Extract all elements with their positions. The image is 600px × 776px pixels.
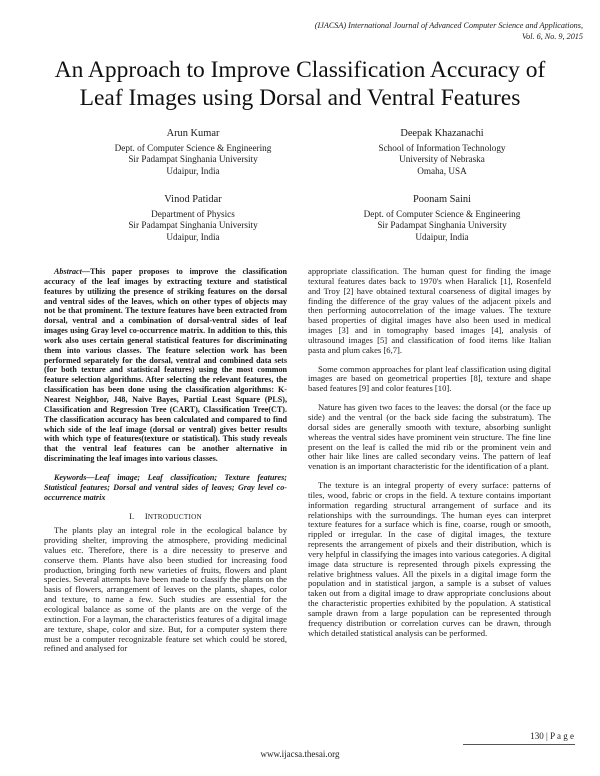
journal-header <box>183 20 583 42</box>
body-paragraph: The texture is an integral property of every surface: patterns of tiles, wood, fabric or crops in the field. A texture contains important information regarding structural arrangement of surface and its relationships with the surroundings. The human eyes can interpret texture features for a surface which is fine, coarse, rough or smooth, rippled or irregular. In the case of digital images, the texture represents the arrangement of pixels and their distribution, which is very helpful in classifying the images into various categories. A digital image data structure is represented through pixels expressing the relative brightness values. All the pixels in a digital image form the population and in statistical jargon, a sample is a subset of values taken out from a digital image to draw appropriate conclusions about the characteristic properties exhibited by the population. A statistical sample drawn from a large population can be represented through frequency distribution or correlation curves can be drawn, through which detailed statistical analysis can be performed. <box>308 480 551 638</box>
body-paragraph: The plants play an integral role in the ecological balance by providing shelter, improving the atmosphere, providing medicinal values etc. Therefore, there is a dire necessity to preserve and conserve them. Plants have also been studied for increasing food production, bringing forth new varieties of fruits, flowers and plant species. Several attempts have been made to classify the plants on the basis of flowers, arrangement of leaves on the plants, shapes, color and texture, to name a few. Such studies are essential for the ecological balance as some of the plants are on the verge of the extinction. For a layman, the characteristics features of a digital image are texture, shape, color and size. But, for a computer system there must be a computer recognizable feature set which could be stored, refined and analysed for <box>44 525 287 654</box>
author-block-2 <box>327 127 557 177</box>
author-affiliation: University of Nebraska <box>399 154 485 165</box>
section-title-rest: NTRODUCTION <box>147 513 202 522</box>
title-line-2: Leaf Images using Dorsal and Ventral Features <box>79 85 521 111</box>
title-line-1: An Approach to Improve Classification Accuracy of <box>54 57 546 83</box>
author-affiliation: Sir Padampat Singhania University <box>128 154 258 165</box>
body-paragraph: Some common approaches for plant leaf classification using digital images are based on geometrical properties [8], texture and shape based features [9] and color features [10]. <box>308 363 551 394</box>
author-block-1 <box>78 127 308 177</box>
author-name: Deepak Khazanachi <box>400 128 484 139</box>
author-block-4 <box>327 193 557 243</box>
footer-url: www.ijacsa.thesai.org <box>260 749 340 759</box>
author-affiliation: Dept. of Computer Science & Engineering <box>114 143 272 153</box>
author-affiliation: Department of Physics <box>151 209 235 219</box>
page-number-rule <box>463 744 575 745</box>
section-title-initial: I <box>144 511 148 522</box>
body-paragraph: appropriate classification. The human quest for finding the image textural features dates back to 1970's when Haralick [1], Rosenfeld and Troy [2] have obtained textural coarseness of digital images by finding the difference of the gray values of the adjacent pixels and then performing autocorrelation of the image values. The texture based properties of digital images have also been used in medical images [3] and in tomography based images [4], analysis of ultrasound images [5] and classification of food items like Italian pasta and plum cakes [6,7]. <box>308 266 551 355</box>
right-column <box>308 267 551 639</box>
author-location: Udaipur, India <box>166 231 220 242</box>
abstract <box>44 267 287 464</box>
page-number: 130 | P a g e <box>530 731 574 741</box>
author-location: Omaha, USA <box>417 165 467 176</box>
abstract-label: Abstract— <box>54 267 90 276</box>
author-location: Udaipur, India <box>166 165 220 176</box>
abstract-text: This paper proposes to improve the classification accuracy of the leaf images by extracting texture and statistical features by utilizing the presence of striking features on the dorsal and ventral sides of the leaves, which on other types of objects may not be that prominent. The texture features have been extracted from dorsal, ventral and a combination of dorsal-ventral sides of leaf images using Gray level co-occurrence matrix. In addition to this, this work also uses certain general statistical features for discriminating them into various classes. The feature selection work has been performed separately for the dorsal, ventral and combined data sets (for both texture and statistical features) using the most common feature selection algorithms. After selecting the relevant features, the classification has been done using the classification algorithms: K-Nearest Neighbor, J48, Naïve Bayes, Partial Least Square (PLS), Classification and Regression Tree (CART), Classification Tree(CT). The classification accuracy has been calculated and compared to find which side of the leaf image (dorsal or ventral) gives better results with which type of features(texture or statistical). This study reveals that the ventral leaf features can be another alternative in discriminating the leaf images into various classes. <box>44 267 287 464</box>
paper-title <box>40 56 560 112</box>
author-affiliation: School of Information Technology <box>378 143 506 153</box>
author-location: Udaipur, India <box>415 231 469 242</box>
body-paragraph: Nature has given two faces to the leaves: the dorsal (or the face up side) and the ventral (or the back side facing the substratum). The dorsal sides are generally smooth with texture, absorbing sunlight whereas the ventral sides have prominent vein structure. The fine line present on the leaf is called the mid rib or the prominent vein and other hair like lines are called secondary veins. The pattern of leaf venation is an important characteristic for the identification of a plant. <box>308 402 551 472</box>
author-affiliation: Sir Padampat Singhania University <box>377 220 507 231</box>
left-column <box>44 267 287 654</box>
journal-line-2: Vol. 6, No. 9, 2015 <box>522 32 583 41</box>
journal-line-1: (IJACSA) International Journal of Advanced Computer Science and Applications, <box>314 21 583 30</box>
section-heading <box>44 512 287 523</box>
author-affiliation: Dept. of Computer Science & Engineering <box>363 209 521 219</box>
author-block-3 <box>78 193 308 243</box>
keywords: Keywords—Leaf image; Leaf classification; Texture features; Statistical features; Dorsal and ventral sides of leaves; Gray level co-occurrence matrix <box>44 472 287 502</box>
author-name: Vinod Patidar <box>164 194 222 205</box>
section-number: I. <box>129 511 135 522</box>
author-name: Arun Kumar <box>166 128 220 139</box>
author-name: Poonam Saini <box>412 194 472 205</box>
author-affiliation: Sir Padampat Singhania University <box>128 220 258 231</box>
